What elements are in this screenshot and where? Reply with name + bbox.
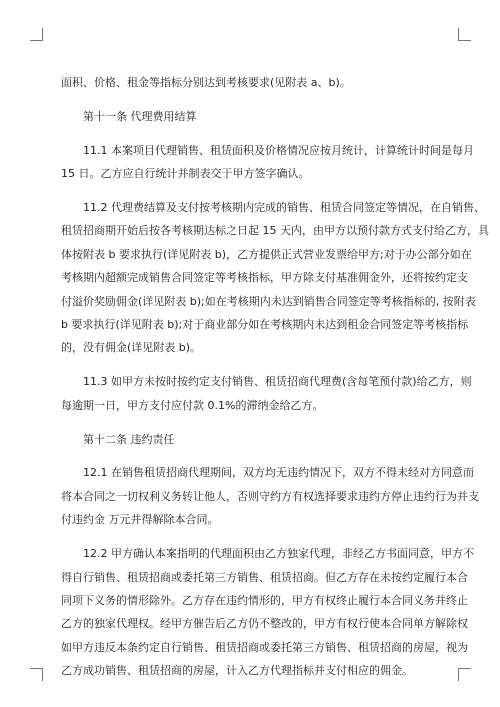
text-line: 15 日。乙方应自行统计并制表交于甲方签字确认。	[61, 167, 310, 181]
text-line: 11.2 代理费结算及支付按考核期内完成的销售、租赁合同签定等情况，在自销售、	[83, 201, 485, 215]
text-line: 11.1 本案项目代理销售、租赁面积及价格情况应按月统计，计算统计时间是每月	[83, 143, 474, 157]
paragraph-gap	[61, 94, 445, 105]
text-line: 付溢价奖励佣金(详见附表 b);如在考核期内未达到销售合同签定等考核指标的, 按附表	[61, 294, 476, 308]
text-line: 将本合同之一切权利义务转让他人，否则守约方有权选择要求违约方停止违约行为并支	[61, 489, 479, 503]
paragraph-gap	[61, 451, 445, 462]
text-line: 第十一条 代理费用结算	[83, 109, 197, 123]
text-line: 乙方的独家代理权。经甲方催告后乙方仍不整改的，甲方有权行使本合同单方解除权	[61, 617, 468, 631]
text-line: 乙方成功销售、租赁招商的房屋，计入乙方代理指标并支付相应的佣金。	[61, 664, 413, 678]
crop-mark-top-right	[458, 28, 471, 41]
text-line: 付违约金 万元并得解除本合同。	[61, 513, 219, 527]
paragraph	[61, 71, 445, 94]
paragraph	[61, 461, 479, 531]
text-line: 得自行销售、租赁招商或委托第三方销售、租赁招商。但乙方存在未按约定履行本合	[61, 570, 468, 584]
text-line: 每逾期一日，甲方支付应付款 0.1%的滞纳金给乙方。	[61, 398, 324, 412]
paragraph-gap	[61, 360, 445, 371]
paragraph	[61, 105, 445, 128]
paragraph	[61, 196, 489, 360]
crop-mark-top-left	[30, 28, 43, 41]
text-line: 的，没有佣金(详见附表 b)。	[61, 341, 202, 355]
paragraph-gap	[61, 186, 445, 197]
text-line: 12.2 甲方确认本案指明的代理面积由乙方独家代理，非经乙方书面同意，甲方不	[83, 547, 474, 561]
text-line: 如甲方违反本条约定自行销售、租赁招商或委托第三方销售、租赁招商的房屋，视为	[61, 640, 468, 654]
paragraph	[61, 428, 445, 451]
crop-mark-bottom-left	[30, 668, 43, 681]
text-line: 面积、价格、租金等指标分别达到考核要求(见附表 a、b)。	[61, 76, 351, 89]
document-body	[61, 71, 489, 682]
paragraph	[61, 370, 472, 417]
text-line: 12.1 在销售租赁招商代理期间，双方均无违约情况下，双方不得未经对方同意而	[83, 466, 474, 480]
crop-mark-bottom-right	[458, 668, 471, 681]
text-line: 考核期内超额完成销售合同签定等考核指标，甲方除支付基准佣金外，还将按约定支	[61, 271, 468, 285]
text-line: 租赁招商期开始后按各考核期达标之日起 15 天内，由甲方以预付款方式支付给乙方，具	[61, 224, 489, 238]
paragraph-gap	[61, 417, 445, 428]
text-line: 11.3 如甲方未按时按约定支付销售、租赁招商代理费(含每笔预付款)给乙方，则	[83, 375, 472, 389]
text-line: b 要求执行(详见附表 b);对于商业部分如在考核期内未达到租金合同签定等考核指标	[61, 318, 469, 332]
paragraph-gap	[61, 532, 445, 543]
paragraph	[61, 542, 474, 682]
paragraph-gap	[61, 128, 445, 139]
text-line: 体按附表 b 要求执行(详见附表 b)，乙方提供正式营业发票给甲方;对于办公部分如在	[61, 247, 472, 261]
text-line: 第十二条 违约责任	[83, 432, 175, 446]
text-line: 同项下义务的情形除外。乙方存在违约情形的，甲方有权终止履行本合同义务并终止	[61, 593, 468, 607]
paragraph	[61, 139, 474, 186]
